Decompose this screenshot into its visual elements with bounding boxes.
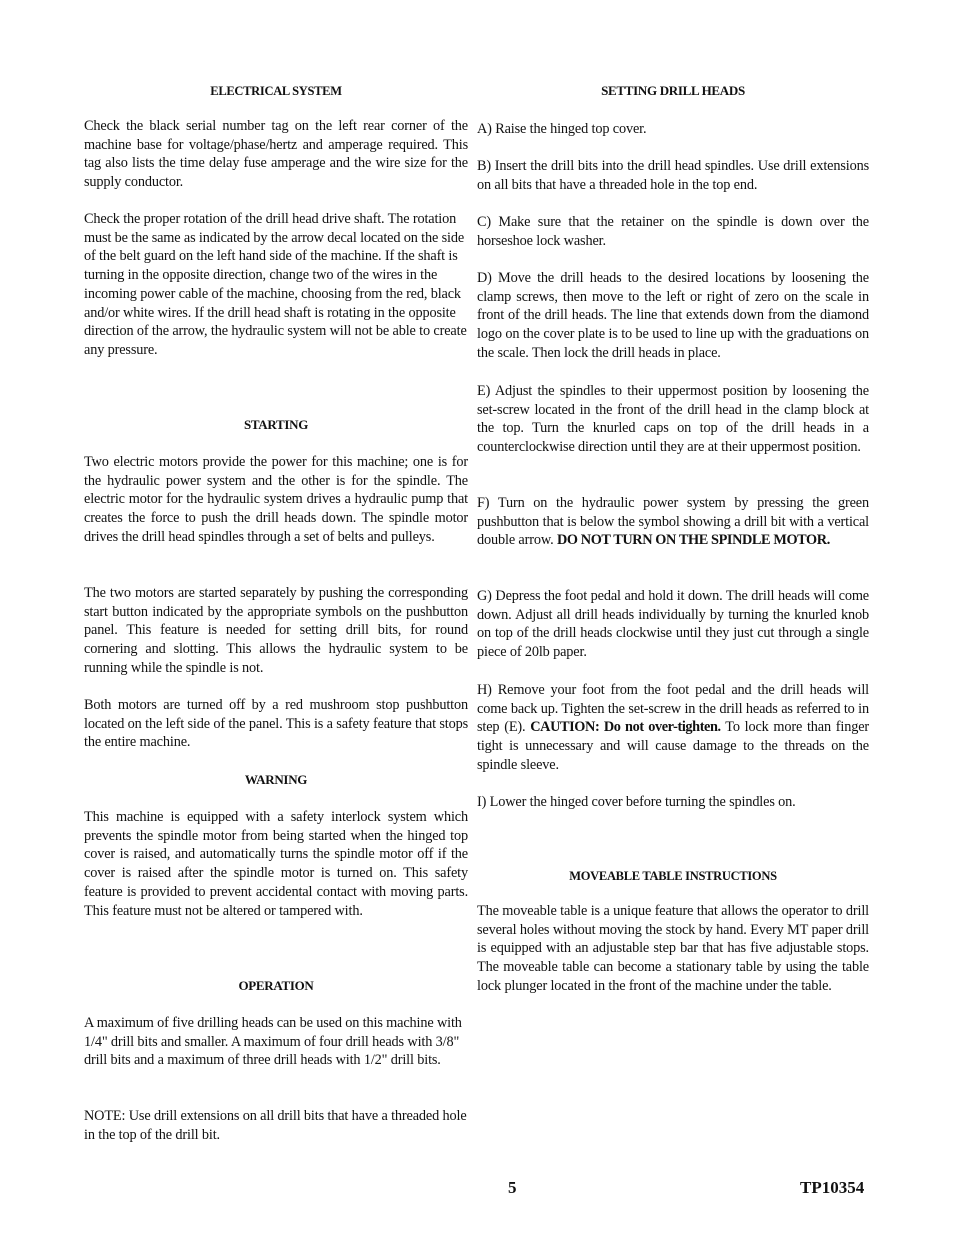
starting-paragraph-3: Both motors are turned off by a red mushroom stop pushbutton located on the left side of the panel. This is a safety feature that stops the entire machine. <box>84 697 468 751</box>
document-id: TP10354 <box>800 1178 865 1197</box>
operation-heading: OPERATION <box>238 978 314 993</box>
page-number: 5 <box>508 1178 517 1197</box>
step-h <box>477 681 869 775</box>
step-f <box>477 494 869 550</box>
step-f-text: F) Turn on the hydraulic power system by pressing the green pushbutton that is below the symbol showing a drill bit with a vertical double arrow. <box>477 495 869 549</box>
setting-drill-heads-heading: SETTING DRILL HEADS <box>601 83 745 98</box>
step-f-warning: DO NOT TURN ON THE SPINDLE MOTOR. <box>556 532 830 549</box>
starting-paragraph-2: The two motors are started separately by pushing the corresponding start button indicated by the appropriate symbols on the pushbutton panel. This feature is needed for setting drill bits, for round cornering and slotting. This allows the hydraulic system to be running while the spindle is not. <box>84 585 468 676</box>
operation-note: NOTE: Use drill extensions on all drill bits that have a threaded hole in the top of the drill bit. <box>84 1108 467 1143</box>
electrical-paragraph-2: Check the proper rotation of the drill head drive shaft. The rotation must be the same as indicated by the arrow decal located on the side of the belt guard on the left hand side of the machine. If the shaft is turning in the opposite direction, change two of the wires in the incoming power cable of the machine, choosing from the red, black and/or white wires. If the drill head shaft is rotating in the opposite direction of the arrow, the hydraulic system will not be able to create any pressure. <box>84 211 467 358</box>
electrical-system-heading: ELECTRICAL SYSTEM <box>210 84 342 98</box>
starting-paragraph-1: Two electric motors provide the power for this machine; one is for the hydraulic power system and the other is for the spindle. The electric motor for the hydraulic system drives a hydraulic pump that creates the force to push the drill heads down. The spindle motor drives the drill head spindles through a set of belts and pulleys. <box>84 454 468 545</box>
operation-paragraph-1: A maximum of five drilling heads can be used on this machine with 1/4" drill bits and smaller. A maximum of four drill heads with 3/8" drill bits and a maximum of three drill heads with 1/2" drill bits. <box>84 1015 462 1069</box>
warning-paragraph: This machine is equipped with a safety interlock system which prevents the spindle motor from being started when the hinged top cover is raised, and automatically turns the spindle motor off if the cover is raised after the spindle motor is turned on. This safety feature is provided to prevent accidental contact with moving parts. This feature must not be altered or tampered with. <box>84 809 468 919</box>
moveable-table-heading: MOVEABLE TABLE INSTRUCTIONS <box>569 869 777 883</box>
step-b: B) Insert the drill bits into the drill head spindles. Use drill extensions on all bits that have a threaded hole in the top end. <box>477 158 869 193</box>
electrical-paragraph-1: Check the black serial number tag on the left rear corner of the machine base for voltage/phase/hertz and amperage required. This tag also lists the time delay fuse amperage and the wire size for the supply conductor. <box>84 118 468 191</box>
step-d: D) Move the drill heads to the desired locations by loosening the clamp screws, then move to the left or right of zero on the scale in front of the drill heads. The line that extends down from the diamond logo on the cover plate is to be used to line up with the graduations on the scale. Then lock the drill heads in place. <box>477 270 869 361</box>
step-h-caution: CAUTION: Do not over-tighten. <box>530 719 721 736</box>
step-g: G) Depress the foot pedal and hold it down. The drill heads will come down. Adjust all drill heads individually by turning the knurled knob on top of the drill heads clockwise until they just cut through a single piece of 20lb paper. <box>477 588 869 661</box>
warning-heading: WARNING <box>244 772 308 787</box>
starting-heading: STARTING <box>243 417 309 432</box>
step-a: A) Raise the hinged top cover. <box>477 121 647 137</box>
moveable-table-paragraph: The moveable table is a unique feature that allows the operator to drill several holes without moving the stock by hand. Every MT paper drill is equipped with an adjustable step bar that has five adjustable stops. The moveable table can become a stationary table by using the table lock plunger located in the front of the machine under the table. <box>477 903 869 994</box>
step-i: I) Lower the hinged cover before turning the spindles on. <box>477 794 796 810</box>
step-h-text-1: H) Remove your foot from the foot pedal and the drill heads will come back up. Tighten the set-screw in the drill heads as referred to in step (E). <box>477 682 869 736</box>
step-c: C) Make sure that the retainer on the spindle is down over the horseshoe lock washer. <box>477 214 869 249</box>
step-h-text-2: To lock more than finger tight is unnecessary and will cause damage to the threads on the spindle sleeve. <box>477 719 870 773</box>
step-e: E) Adjust the spindles to their uppermost position by loosening the set-screw located in the front of the drill head in the clamp block at the top. Turn the knurled caps on top of the drill heads in a counterclockwise direction until they are at their uppermost position. <box>477 383 869 456</box>
